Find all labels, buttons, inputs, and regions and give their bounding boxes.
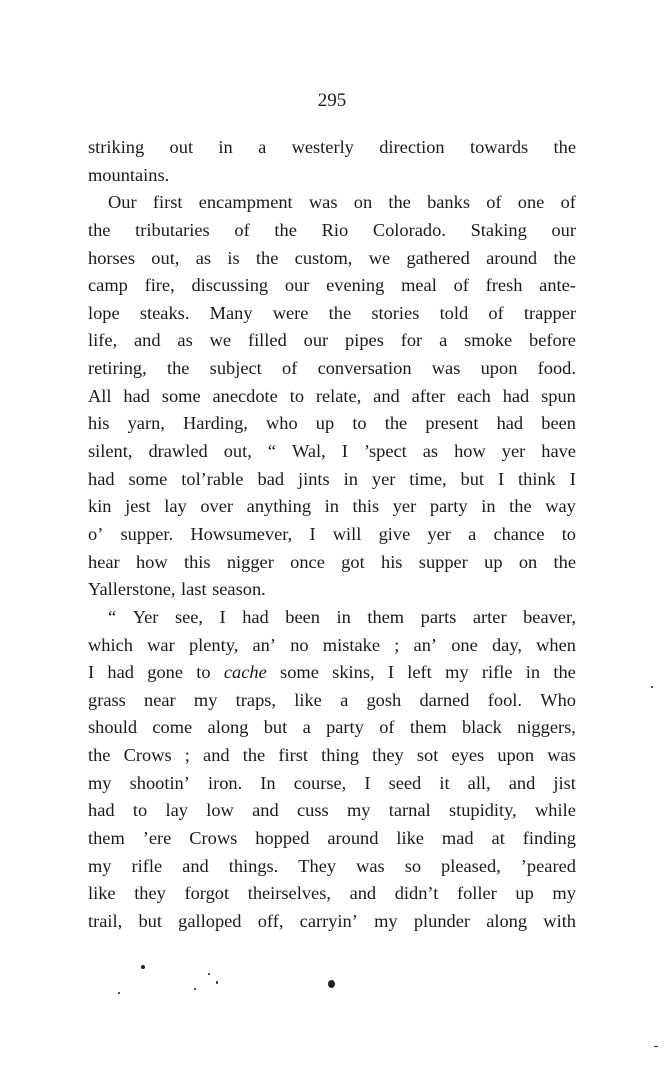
print-speck xyxy=(208,973,210,975)
print-speck xyxy=(654,1046,658,1047)
text-line: which war plenty, an’ no mistake ; an’ one day, when xyxy=(88,634,576,655)
text-line: Our first encampment was on the banks of one of xyxy=(108,192,576,213)
text-line: Yallerstone, last season. xyxy=(88,579,266,600)
print-speck xyxy=(118,992,120,994)
text-line: striking out in a westerly direction towards the xyxy=(88,137,576,157)
text-line: his yarn, Harding, who up to the present had been xyxy=(88,413,576,434)
text-line: “ Yer see, I had been in them parts arter beaver, xyxy=(108,606,576,627)
body-text xyxy=(88,134,576,936)
text-line: trail, but galloped off, carryin’ my plunder along with xyxy=(88,910,576,931)
text-line: had to lay low and cuss my tarnal stupidity, while xyxy=(88,800,576,821)
print-speck xyxy=(651,686,653,688)
text-line: silent, drawled out, “ Wal, I ’spect as how yer have xyxy=(88,441,576,462)
text-line: like they forgot theirselves, and didn’t foller up my xyxy=(88,883,576,904)
text-line: I had gone to cache some skins, I left my rifle in the xyxy=(88,662,576,683)
text-line: had some tol’rable bad jints in yer time, but I think I xyxy=(88,468,576,489)
text-line: should come along but a party of them black niggers, xyxy=(88,717,576,738)
text-line: grass near my traps, like a gosh darned fool. Who xyxy=(88,689,576,710)
text-line: life, and as we filled our pipes for a smoke before xyxy=(88,330,576,351)
print-speck xyxy=(194,988,196,990)
text-line: kin jest lay over anything in this yer party in the way xyxy=(88,496,576,517)
print-speck xyxy=(216,981,218,984)
text-line: hear how this nigger once got his supper up on the xyxy=(88,551,576,572)
page-number: 295 xyxy=(317,90,347,111)
print-speck xyxy=(141,965,145,969)
text-line: the tributaries of the Rio Colorado. Staking our xyxy=(88,219,576,240)
text-line: horses out, as is the custom, we gathered around the xyxy=(88,247,576,268)
text-line: them ’ere Crows hopped around like mad at finding xyxy=(88,828,576,849)
text-line: o’ supper. Howsumever, I will give yer a chance to xyxy=(88,523,576,544)
print-speck xyxy=(328,980,335,988)
text-line: the Crows ; and the first thing they sot eyes upon was xyxy=(88,745,576,766)
text-line: mountains. xyxy=(88,164,170,185)
text-line: All had some anecdote to relate, and after each had spun xyxy=(88,385,576,406)
text-line: my shootin’ iron. In course, I seed it all, and jist xyxy=(88,772,576,793)
text-line: retiring, the subject of conversation was upon food. xyxy=(88,358,576,379)
text-line: lope steaks. Many were the stories told of trapper xyxy=(88,302,576,323)
text-line: my rifle and things. They was so pleased, ’peared xyxy=(88,855,576,876)
text-line: camp fire, discussing our evening meal of fresh ante- xyxy=(88,275,576,296)
